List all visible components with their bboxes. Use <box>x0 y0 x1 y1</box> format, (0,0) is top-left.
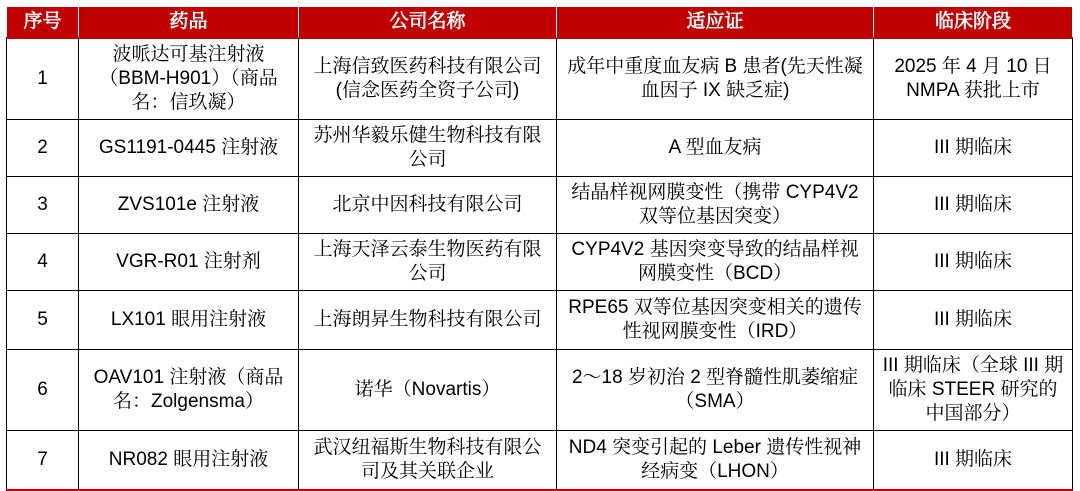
cell-index: 5 <box>7 291 79 350</box>
cell-stage: III 期临床 <box>874 120 1073 177</box>
cell-company: 北京中因科技有限公司 <box>299 177 557 234</box>
cell-indication: RPE65 双等位基因突变相关的遗传性视网膜变性（IRD） <box>557 291 874 350</box>
cell-indication: A 型血友病 <box>557 120 874 177</box>
cell-company: 上海天泽云泰生物医药有限公司 <box>299 234 557 291</box>
table-row <box>7 38 1073 120</box>
cell-index: 1 <box>7 38 79 120</box>
cell-indication: ND4 突变引起的 Leber 遗传性视神经病变（LHON） <box>557 431 874 491</box>
drug-table-container <box>6 6 1072 491</box>
cell-index: 2 <box>7 120 79 177</box>
cell-company: 诺华（Novartis） <box>299 350 557 431</box>
table-row <box>7 234 1073 291</box>
gene-therapy-drug-table <box>6 6 1073 491</box>
header-company: 公司名称 <box>299 7 557 39</box>
header-stage: 临床阶段 <box>874 7 1073 39</box>
cell-index: 7 <box>7 431 79 491</box>
cell-drug: NR082 眼用注射液 <box>79 431 299 491</box>
header-index: 序号 <box>7 7 79 39</box>
cell-drug: OAV101 注射液（商品名：Zolgensma） <box>79 350 299 431</box>
cell-index: 6 <box>7 350 79 431</box>
table-row <box>7 431 1073 491</box>
cell-index: 3 <box>7 177 79 234</box>
cell-company: 苏州华毅乐健生物科技有限公司 <box>299 120 557 177</box>
header-indication: 适应证 <box>557 7 874 39</box>
header-drug: 药品 <box>79 7 299 39</box>
cell-indication: CYP4V2 基因突变导致的结晶样视网膜变性（BCD） <box>557 234 874 291</box>
cell-drug: 波哌达可基注射液（BBM-H901）（商品名：信玖凝） <box>79 38 299 120</box>
cell-indication: 结晶样视网膜变性（携带 CYP4V2 双等位基因突变） <box>557 177 874 234</box>
table-row <box>7 291 1073 350</box>
table-row <box>7 120 1073 177</box>
cell-drug: VGR-R01 注射剂 <box>79 234 299 291</box>
cell-stage: III 期临床 <box>874 431 1073 491</box>
cell-stage: III 期临床（全球 III 期临床 STEER 研究的中国部分） <box>874 350 1073 431</box>
cell-stage: III 期临床 <box>874 291 1073 350</box>
cell-company: 上海信致医药科技有限公司(信念医药全资子公司) <box>299 38 557 120</box>
cell-stage: 2025 年 4 月 10 日 NMPA 获批上市 <box>874 38 1073 120</box>
table-header-row <box>7 7 1073 39</box>
cell-drug: GS1191-0445 注射液 <box>79 120 299 177</box>
cell-company: 上海朗昇生物科技有限公司 <box>299 291 557 350</box>
cell-stage: III 期临床 <box>874 234 1073 291</box>
cell-index: 4 <box>7 234 79 291</box>
cell-indication: 2～18 岁初治 2 型脊髓性肌萎缩症（SMA） <box>557 350 874 431</box>
cell-drug: ZVS101e 注射液 <box>79 177 299 234</box>
table-row <box>7 177 1073 234</box>
cell-company: 武汉纽福斯生物科技有限公司及其关联企业 <box>299 431 557 491</box>
cell-indication: 成年中重度血友病 B 患者(先天性凝血因子 IX 缺乏症) <box>557 38 874 120</box>
cell-stage: III 期临床 <box>874 177 1073 234</box>
table-row <box>7 350 1073 431</box>
cell-drug: LX101 眼用注射液 <box>79 291 299 350</box>
